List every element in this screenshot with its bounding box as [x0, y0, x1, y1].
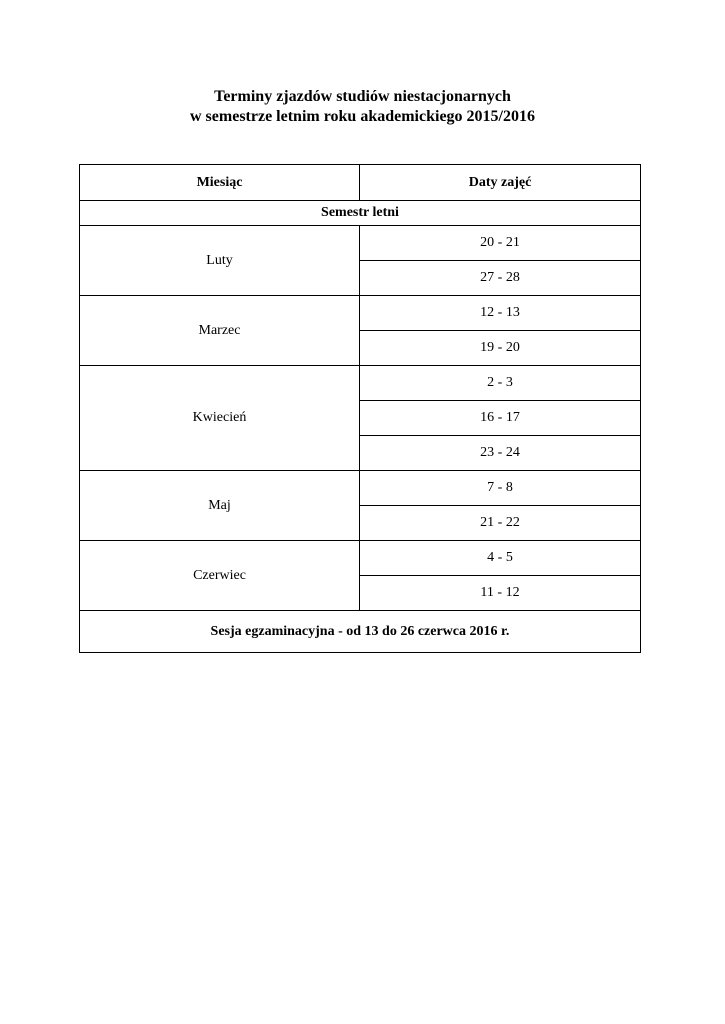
- table-row: [80, 296, 641, 331]
- month-cell-marzec: Marzec: [80, 296, 360, 366]
- header-dates: Daty zajęć: [360, 165, 641, 201]
- semester-label: Semestr letni: [80, 201, 641, 226]
- exam-session-text: Sesja egzaminacyjna - od 13 do 26 czerwca 2016 r.: [80, 611, 641, 653]
- month-cell-maj: Maj: [80, 471, 360, 541]
- date-cell: 11 - 12: [360, 576, 641, 611]
- table-row: [80, 366, 641, 401]
- table-row: [80, 471, 641, 506]
- month-cell-kwiecien: Kwiecień: [80, 366, 360, 471]
- date-cell: 2 - 3: [360, 366, 641, 401]
- date-cell: 23 - 24: [360, 436, 641, 471]
- date-cell: 19 - 20: [360, 331, 641, 366]
- month-cell-luty: Luty: [80, 226, 360, 296]
- date-cell: 4 - 5: [360, 541, 641, 576]
- table-row: [80, 541, 641, 576]
- table-header-row: [80, 165, 641, 201]
- date-cell: 12 - 13: [360, 296, 641, 331]
- date-cell: 7 - 8: [360, 471, 641, 506]
- schedule-table: [79, 164, 641, 653]
- date-cell: 20 - 21: [360, 226, 641, 261]
- title-line-2: w semestrze letnim roku akademickiego 2015/2016: [190, 108, 535, 125]
- month-cell-czerwiec: Czerwiec: [80, 541, 360, 611]
- date-cell: 16 - 17: [360, 401, 641, 436]
- title-line-1: Terminy zjazdów studiów niestacjonarnych: [214, 88, 511, 105]
- semester-row: [80, 201, 641, 226]
- exam-session-row: [80, 611, 641, 653]
- date-cell: 21 - 22: [360, 506, 641, 541]
- document-title: [0, 87, 725, 127]
- date-cell: 27 - 28: [360, 261, 641, 296]
- table-row: [80, 226, 641, 261]
- header-month: Miesiąc: [80, 165, 360, 201]
